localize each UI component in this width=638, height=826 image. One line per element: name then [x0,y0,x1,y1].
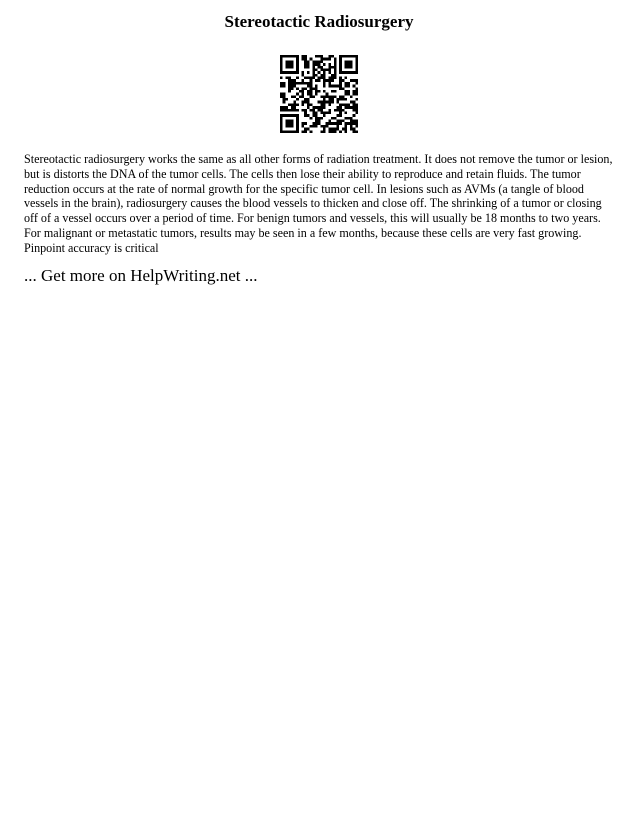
section-subheading: Pinpoint accuracy is critical [24,240,159,255]
document-body [24,152,618,256]
get-more-link[interactable]: ... Get more on HelpWriting.net ... [24,266,258,285]
document-title: Stereotactic Radiosurgery [224,12,414,31]
body-paragraph: Stereotactic radiosurgery works the same as all other forms of radiation treatment. It does not remove the tumor or lesion, but is distorts the DNA of the tumor cells. The cells then lose their ability to reproduce and retain fluids. The tumor reduction occurs at the rate of normal growth for the specific tumor cell. In lesions such as AVMs (a tangle of blood vessels in the brain), radiosurgery causes the blood vessels to thicken and close off. The shrinking of a tumor or closing off of a vessel occurs over a period of time. For benign tumors and vessels, this will usually be 18 months to two years. For malignant or metastatic tumors, results may be seen in a few months, because these cells are very fast growing. [24,152,613,240]
qr-code-icon [280,55,358,133]
